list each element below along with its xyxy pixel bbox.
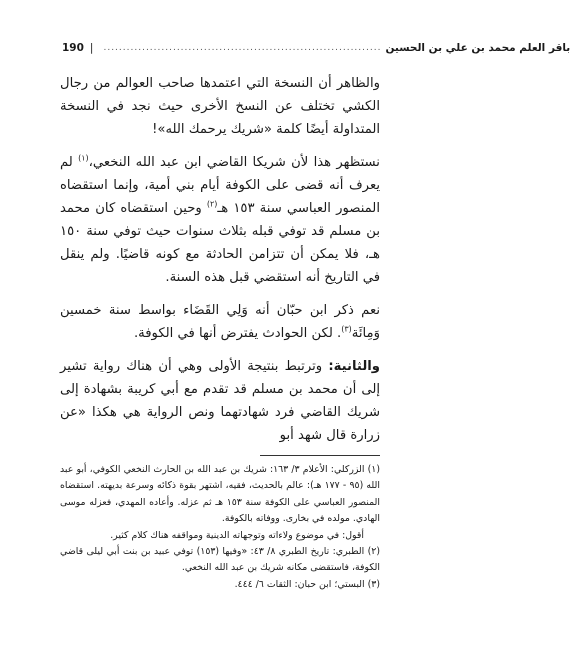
header-separator: |	[89, 42, 94, 54]
paragraph-4-text: وترتبط بنتيجة الأولى وهي أن هناك رواية تشير إلى أن محمد بن مسلم قد تقدم مع أبي كريبة بشهادة إلى شريك القاضي فرد شهادتهما ونص الرواية هي هكذا «عن زرارة قال شهد أبو	[60, 359, 380, 443]
footnote-3: (٣) البستي؛ ابن حبان: الثقات ٦/ ٤٤٤.	[234, 578, 380, 590]
paragraph-3-part-b: . لكن الحوادث يفترض أنها في الكوفة.	[133, 326, 342, 341]
paragraph-3	[60, 299, 380, 345]
book-title: باقر العلم محمد بن علي بن الحسين	[385, 42, 570, 54]
page-number: 190	[62, 42, 84, 54]
footnote-ref-3[interactable]: (٣)	[341, 324, 352, 334]
paragraph-4-lead: والثانية:	[328, 359, 380, 374]
footnote-ref-1[interactable]: (١)	[78, 153, 89, 163]
paragraph-2	[60, 151, 380, 289]
footnotes	[60, 462, 380, 593]
header-dots: ........................................................................	[103, 43, 382, 53]
running-header	[62, 40, 570, 56]
footnote-ref-2[interactable]: (٢)	[206, 199, 218, 209]
footnote-divider	[260, 455, 380, 456]
paragraph-3-part-a: نعم ذكر ابن حبّان أنه وَلِي القَضَاء بواسط سنة خمسين وَمِائَة	[60, 303, 380, 341]
main-text	[60, 72, 380, 457]
paragraph-2-part-b: لم يعرف أنه قضى على الكوفة أيام بني أمية، وإنما استقضاه المنصور العباسي سنة ١٥٣ هـ	[60, 155, 380, 216]
footnote-2: (٢) الطبري: تاريخ الطبري ٨/ ٤٣: «وفيها (١٥٣) توفي عبيد بن بنت أبي ليلى قاضي الكوفة، فاستقضى مكانه شريك بن عبد الله النخعي.	[60, 546, 381, 574]
paragraph-4	[60, 355, 380, 447]
paragraph-2-part-c: وحين استقضاه كان محمد بن مسلم قد توفي قبله بثلاث سنوات حيث توفي سنة ١٥٠ هـ، فلا يمكن أن تتزامن الحادثة مع كونه قاضيًا. ولم ينقل في التاريخ أنه استقضي قبل هذه السنة.	[60, 201, 380, 285]
footnote-1-comment: أقول: في موضوع ولاءاته وتوجهاته الدينية ومواقفه هناك كلام كثير.	[110, 529, 364, 541]
footnote-1: (١) الزركلي: الأعلام ٣/ ١٦٣: شريك بن عبد الله بن الحارث النخعي الكوفي، أبو عبد الله (٩٥ - ١٧٧ هـ): عالم بالحديث، فقيه، اشتهر بقوة ذكائه وسرعة بديهته. استقضاه المنصور العباسي على الكوفة سنة ١٥٣ هـ ثم عزله. وأعاده المهدي، فعزله موسى الهادي. مولده في بخارى. ووفاته بالكوفة.	[60, 464, 381, 525]
paragraph-1: والظاهر أن النسخة التي اعتمدها صاحب العوالم من رجال الكشي تختلف عن النسخ الأخرى حيث نجد في النسخة المتداولة أيضًا كلمة «شريك يرحمك الله»!	[60, 76, 380, 137]
paragraph-2-part-a: نستظهر هذا لأن شريكا القاضي ابن عبد الله النخعي،	[88, 155, 380, 170]
